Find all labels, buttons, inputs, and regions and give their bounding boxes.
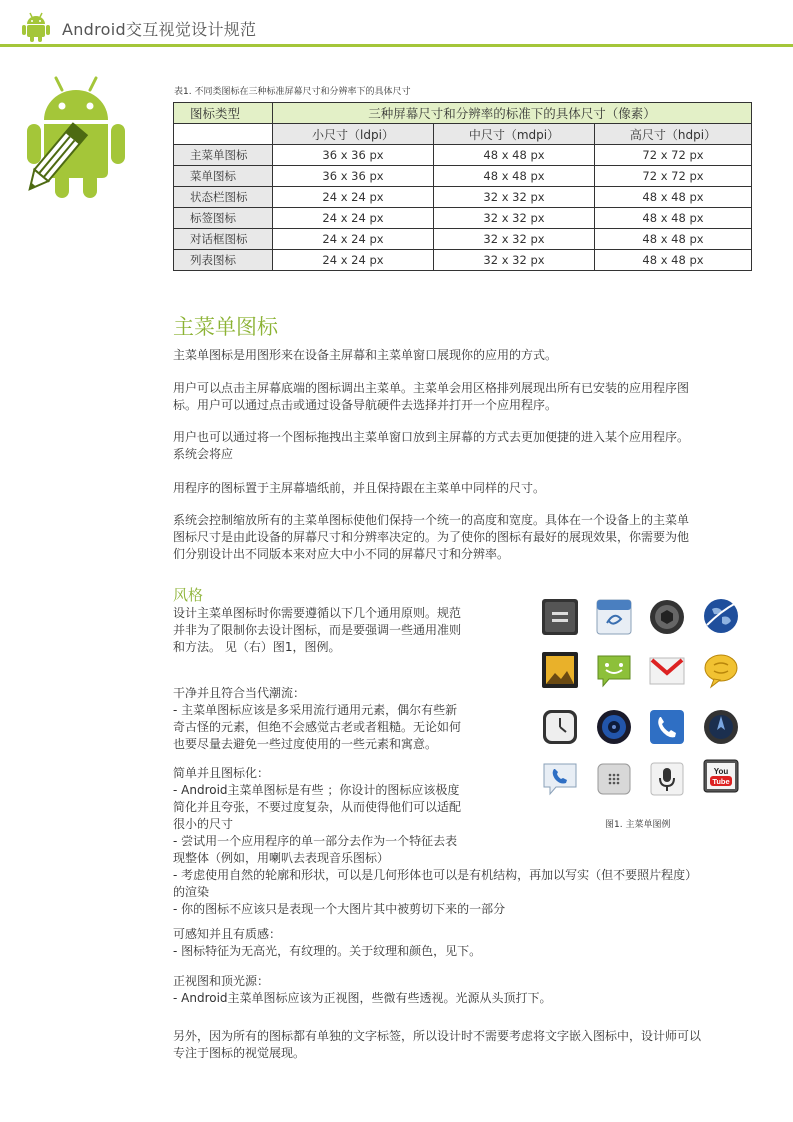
table-cell: 主菜单图标 bbox=[174, 145, 273, 166]
style-front bbox=[173, 973, 773, 1007]
table-cell: 48 x 48 px bbox=[595, 229, 752, 250]
style-intro bbox=[173, 605, 503, 656]
section-title: 主菜单图标 bbox=[173, 315, 278, 339]
paragraph-line: - 尝试用一个应用程序的单一部分去作为一个特征去表 bbox=[173, 834, 458, 848]
table-row bbox=[174, 250, 752, 271]
paragraph-line: 也要尽量去避免一些过度使用的一些元素和寓意。 bbox=[173, 737, 438, 751]
voice-search-icon bbox=[648, 760, 686, 798]
header-title: Android交互视觉设计规范 bbox=[62, 20, 257, 39]
table-cell: 48 x 48 px bbox=[434, 145, 595, 166]
subsection-title: 风格 bbox=[173, 586, 204, 604]
table-cell: 36 x 36 px bbox=[273, 145, 434, 166]
navigation-icon bbox=[702, 708, 740, 746]
paragraph-line: - 你的图标不应该只是表现一个大图片其中被剪切下来的一部分 bbox=[173, 902, 506, 916]
table-cell: 48 x 48 px bbox=[434, 166, 595, 187]
paragraph-line: - 主菜单图标应该是多采用流行通用元素，偶尔有些新 bbox=[173, 703, 458, 717]
style-simple-more bbox=[173, 833, 773, 918]
music-speaker-icon bbox=[595, 708, 633, 746]
paragraph-line: 用户也可以通过将一个图标拖拽出主菜单窗口放到主屏幕的方式去更加便捷的进入某个应用程序。 bbox=[173, 430, 690, 444]
header-divider bbox=[0, 44, 793, 47]
gallery-icon bbox=[541, 651, 579, 689]
paragraph-line: 系统会将应 bbox=[173, 447, 234, 461]
android-robot-icon bbox=[22, 11, 50, 43]
clock-icon bbox=[541, 708, 579, 746]
table-cell: 48 x 48 px bbox=[595, 208, 752, 229]
paragraph-line: 可感知并且有质感： bbox=[173, 927, 282, 941]
table-subheader-cell: 高尺寸（hdpi） bbox=[595, 124, 752, 145]
table-subheader-cell: 小尺寸（ldpi） bbox=[273, 124, 434, 145]
paragraph-line: - Android主菜单图标是有些 ；你设计的图标应该极度 bbox=[173, 783, 460, 797]
paragraph-line: 很小的尺寸 bbox=[173, 817, 234, 831]
talk-icon bbox=[702, 652, 740, 690]
table-cell: 菜单图标 bbox=[174, 166, 273, 187]
paragraph-line: - 考虑使用自然的轮廓和形状，可以是几何形体也可以是有机结构，再加以写实（但不要照片程度） bbox=[173, 868, 698, 882]
browser-globe-icon bbox=[702, 597, 740, 635]
page-header bbox=[0, 0, 793, 48]
youtube-logo-text: Tube bbox=[712, 777, 730, 786]
speakerphone-icon bbox=[595, 760, 633, 798]
table-cell: 32 x 32 px bbox=[434, 187, 595, 208]
table-row bbox=[174, 145, 752, 166]
style-simple bbox=[173, 765, 503, 833]
paragraph-line: 标。用户可以通过点击或通过设备导航硬件去选择并打开一个应用程序。 bbox=[173, 398, 558, 412]
table-cell: 标签图标 bbox=[174, 208, 273, 229]
paragraph-line: 主菜单图标是用图形来在设备主屏幕和主菜单窗口展现你的应用的方式。 bbox=[173, 348, 558, 362]
table-cell: 48 x 48 px bbox=[595, 250, 752, 271]
paragraph-line: 正视图和顶光源： bbox=[173, 974, 270, 988]
table-header-cell: 图标类型 bbox=[174, 103, 273, 124]
paragraph-line: 们分别设计出不同版本来对应大中小不同的屏幕尺寸和分辨率。 bbox=[173, 547, 510, 561]
paragraph bbox=[173, 512, 763, 563]
calculator-icon bbox=[541, 598, 579, 636]
paragraph-line: 用户可以点击主屏幕底端的图标调出主菜单。主菜单会用区格排列展现出所有已安装的应用程序图 bbox=[173, 381, 690, 395]
paragraph-line: 用程序的图标置于主屏幕墙纸前，并且保持跟在主菜单中同样的尺寸。 bbox=[173, 481, 546, 495]
paragraph-line: 另外，因为所有的图标都有单独的文字标签，所以设计时不需要考虑将文字嵌入图标中，设计师可以 bbox=[173, 1029, 702, 1043]
paragraph-line: 现整体（例如，用喇叭去表现音乐图标） bbox=[173, 851, 390, 865]
paragraph-line: 的渲染 bbox=[173, 885, 210, 899]
paragraph-line: - Android主菜单图标应该为正视图，些微有些透视。光源从头顶打下。 bbox=[173, 991, 552, 1005]
paragraph-line: 简化并且夸张，不要过度复杂，从而使得他们可以适配 bbox=[173, 800, 462, 814]
table-cell: 24 x 24 px bbox=[273, 229, 434, 250]
youtube-icon bbox=[702, 758, 740, 796]
calendar-icon bbox=[595, 597, 633, 635]
paragraph bbox=[173, 347, 763, 364]
messaging-icon bbox=[595, 652, 633, 690]
android-pencil-icon bbox=[24, 76, 134, 201]
table-row bbox=[174, 208, 752, 229]
table-cell: 48 x 48 px bbox=[595, 187, 752, 208]
table-cell: 32 x 32 px bbox=[434, 229, 595, 250]
style-tactile bbox=[173, 926, 773, 960]
paragraph-line: 并非为了限制你去设计图标，而是要强调一些通用准则 bbox=[173, 623, 462, 637]
table-cell: 状态栏图标 bbox=[174, 187, 273, 208]
figure-caption: 图1. 主菜单图例 bbox=[605, 820, 671, 830]
camera-icon bbox=[648, 598, 686, 636]
voice-dialer-icon bbox=[541, 760, 579, 798]
table-row bbox=[174, 166, 752, 187]
table-cell: 32 x 32 px bbox=[434, 208, 595, 229]
table-subheader-row bbox=[174, 124, 752, 145]
gmail-icon bbox=[648, 652, 686, 690]
style-clean bbox=[173, 685, 503, 753]
table-cell: 24 x 24 px bbox=[273, 208, 434, 229]
paragraph-line: 专注于图标的视觉展现。 bbox=[173, 1046, 306, 1060]
youtube-logo-text: You bbox=[713, 767, 729, 776]
table-cell: 36 x 36 px bbox=[273, 166, 434, 187]
paragraph-line: 奇古怪的元素，但绝不会感觉古老或者粗糙。无论如何 bbox=[173, 720, 462, 734]
paragraph-line: 系统会控制缩放所有的主菜单图标使他们保持一个统一的高度和宽度。具体在一个设备上的主菜单 bbox=[173, 513, 690, 527]
icon-size-table bbox=[173, 102, 752, 271]
paragraph-line: 设计主菜单图标时你需要遵循以下几个通用原则。规范 bbox=[173, 606, 462, 620]
style-extra bbox=[173, 1028, 773, 1062]
paragraph bbox=[173, 429, 763, 463]
table-subheader-cell: 中尺寸（mdpi） bbox=[434, 124, 595, 145]
table-cell: 列表图标 bbox=[174, 250, 273, 271]
table-cell: 72 x 72 px bbox=[595, 145, 752, 166]
table-row bbox=[174, 229, 752, 250]
table-cell: 对话框图标 bbox=[174, 229, 273, 250]
paragraph bbox=[173, 480, 763, 497]
paragraph-line: 干净并且符合当代潮流： bbox=[173, 686, 306, 700]
table-caption: 表1. 不同类图标在三种标准屏幕尺寸和分辨率下的具体尺寸 bbox=[174, 87, 411, 97]
table-header-cell: 三种屏幕尺寸和分辨率的标准下的具体尺寸（像素） bbox=[273, 103, 752, 124]
table-row bbox=[174, 187, 752, 208]
paragraph-line: - 图标特征为无高光，有纹理的。关于纹理和颜色，见下。 bbox=[173, 944, 482, 958]
table-header-row bbox=[174, 103, 752, 124]
phone-dialer-icon bbox=[648, 708, 686, 746]
table-cell: 24 x 24 px bbox=[273, 250, 434, 271]
table-subheader-cell bbox=[174, 124, 273, 145]
paragraph bbox=[173, 380, 763, 414]
paragraph-line: 简单并且图标化： bbox=[173, 766, 270, 780]
paragraph-line: 和方法。 见（右）图1，图例。 bbox=[173, 640, 341, 654]
paragraph-line: 图标尺寸是由此设备的屏幕尺寸和分辨率决定的。为了使你的图标有最好的展现效果，你需要为他 bbox=[173, 530, 690, 544]
table-cell: 32 x 32 px bbox=[434, 250, 595, 271]
table-cell: 24 x 24 px bbox=[273, 187, 434, 208]
table-cell: 72 x 72 px bbox=[595, 166, 752, 187]
